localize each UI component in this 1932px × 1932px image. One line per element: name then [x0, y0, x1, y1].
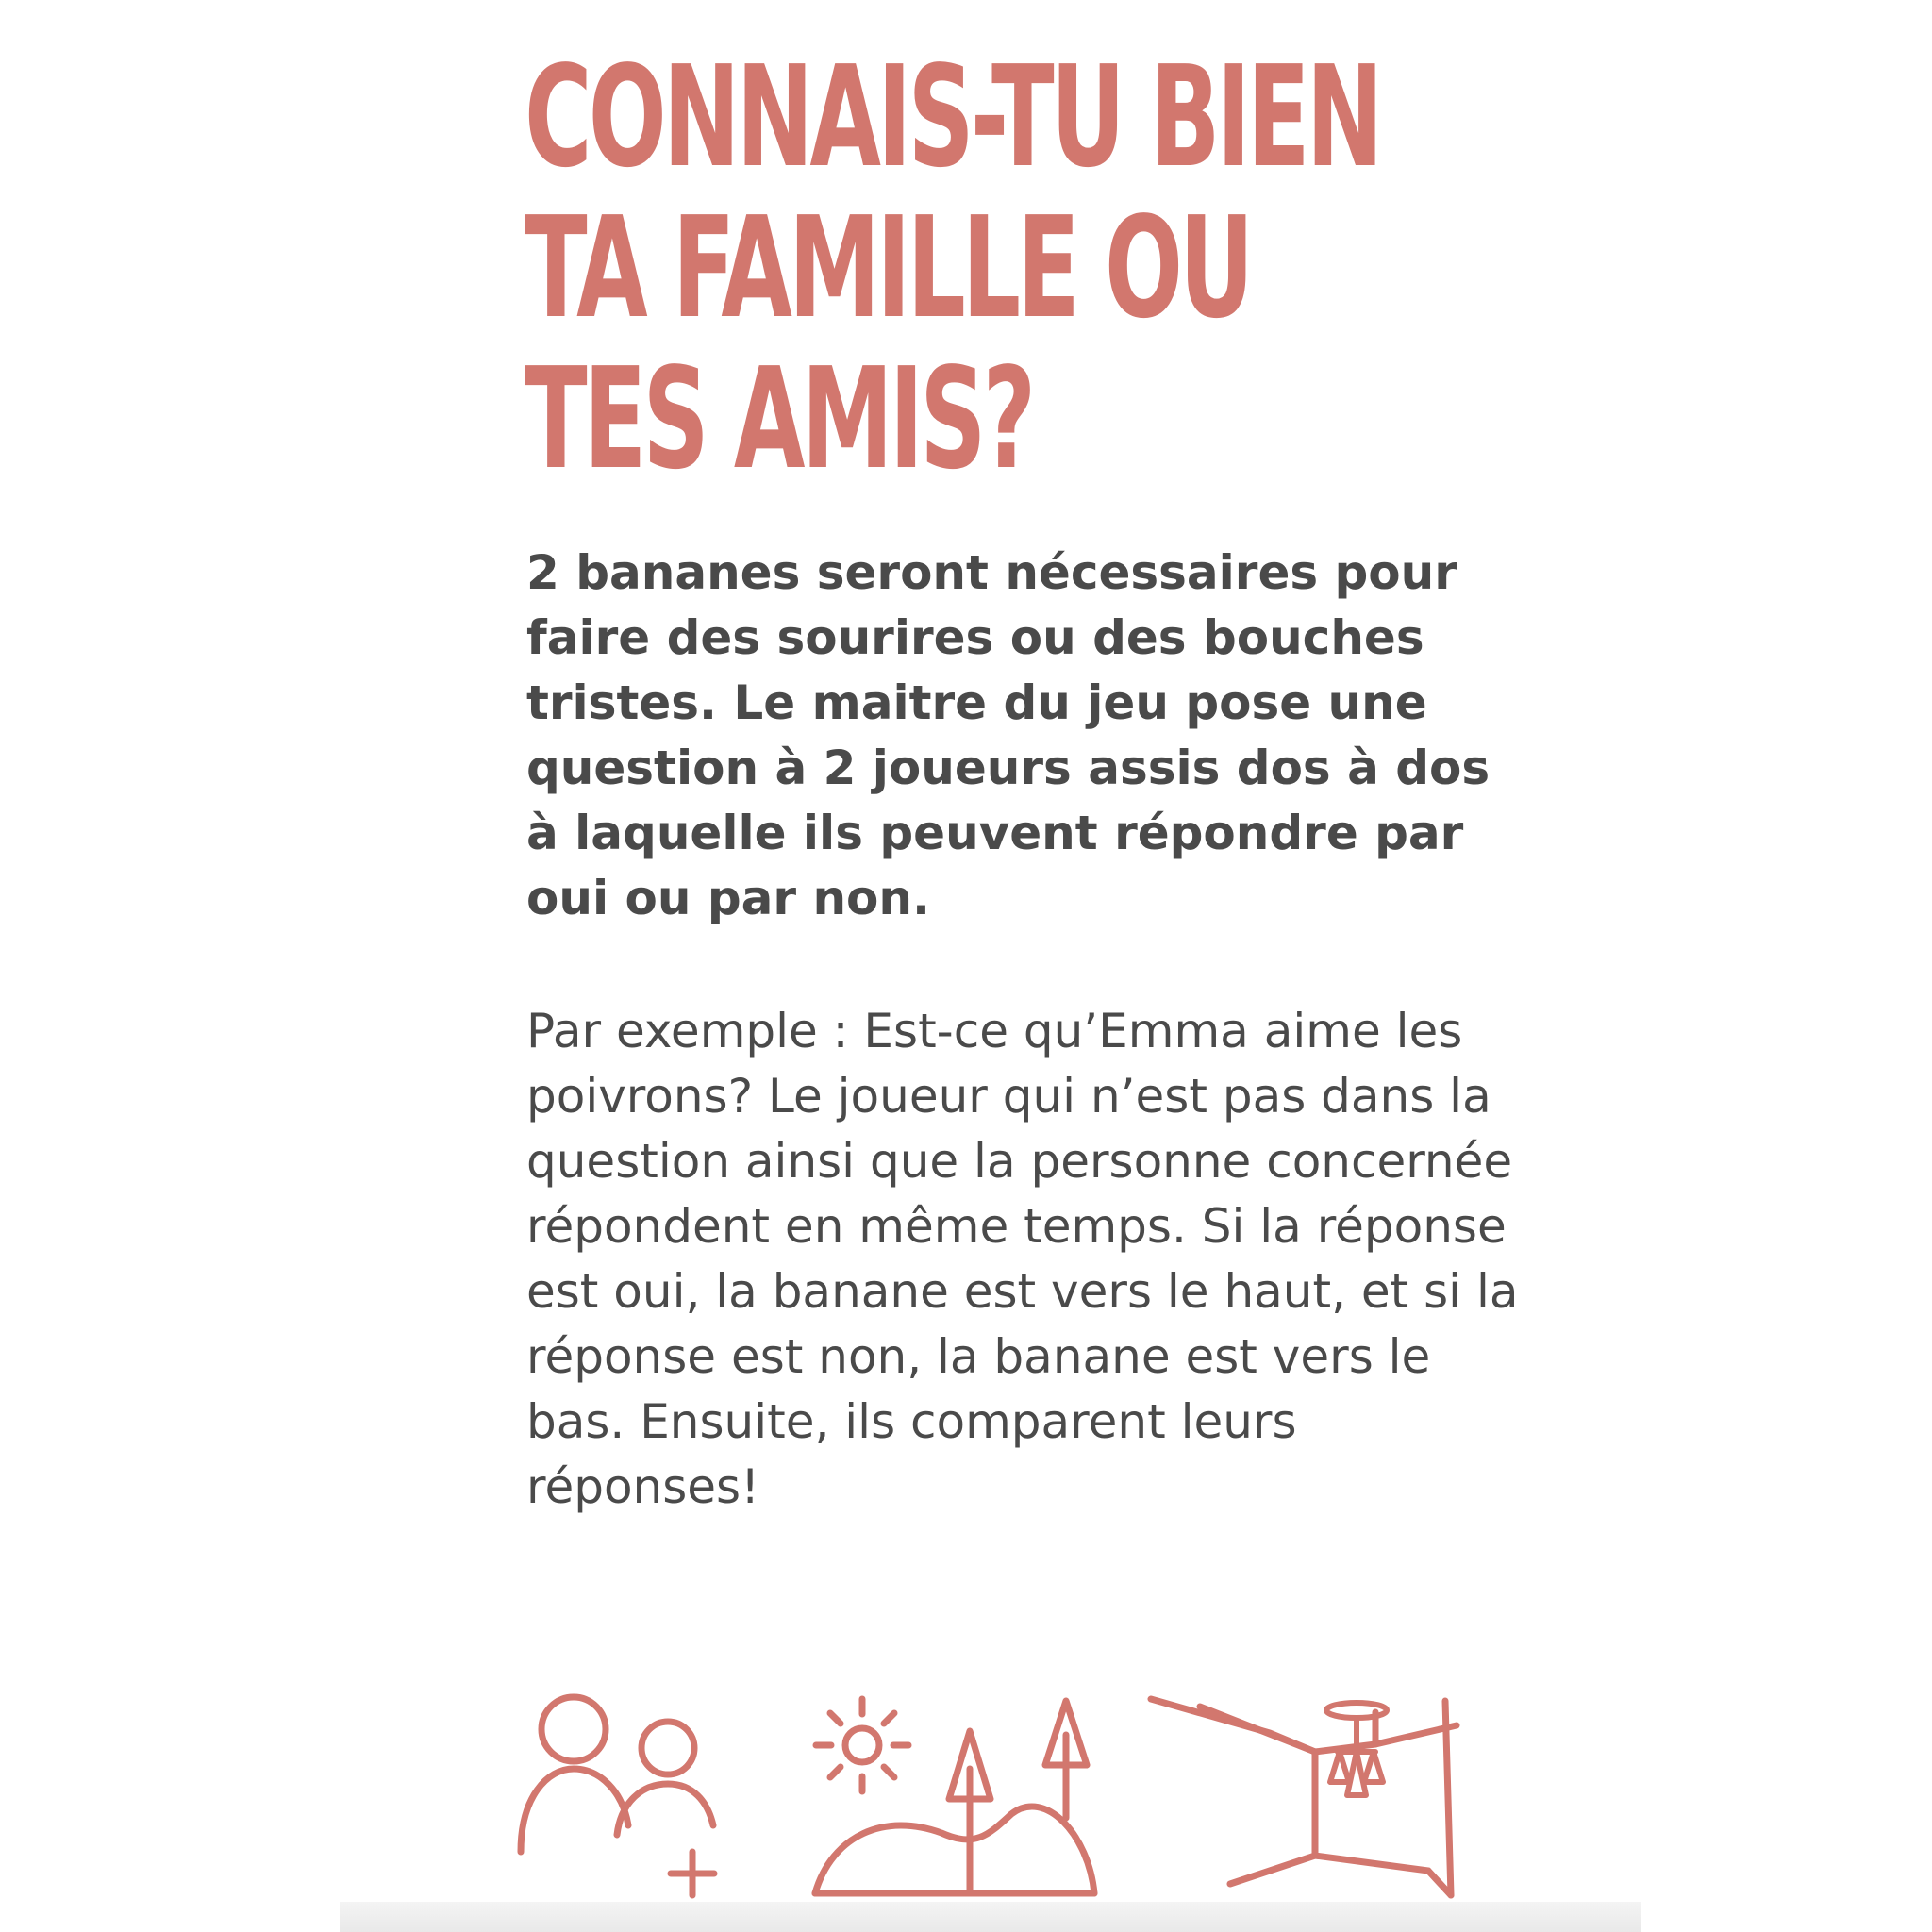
indoor-room-chandelier-icon [1145, 1693, 1466, 1896]
example-paragraph: Par exemple : Est-ce qu’Emma aime les poivrons? Le joueur qui n’est pas dans la question ainsi que la personne concernée répondent en même temps. Si la réponse est oui, la banane est vers le haut, et si la réponse est non, la banane est vers le bas. Ensuite, ils comparent leurs réponses! [526, 1004, 1519, 1514]
people-plus-icon [515, 1693, 723, 1896]
bottom-edge [340, 1902, 1641, 1932]
outdoor-sun-trees-icon [809, 1693, 1102, 1896]
title-line-3: TES AMIS? [525, 338, 1033, 500]
page-title [525, 36, 1380, 500]
title-line-1: CONNAIS-TU BIEN [525, 36, 1380, 198]
title-line-2: TA FAMILLE OU [525, 187, 1251, 349]
activity-icons [515, 1693, 1468, 1896]
lead-paragraph: 2 bananes seront nécessaires pour faire des sourires ou des bouches tristes. Le maitre du jeu pose une question à 2 joueurs assis dos à dos à laquelle ils peuvent répondre par oui ou par non. [526, 545, 1491, 925]
